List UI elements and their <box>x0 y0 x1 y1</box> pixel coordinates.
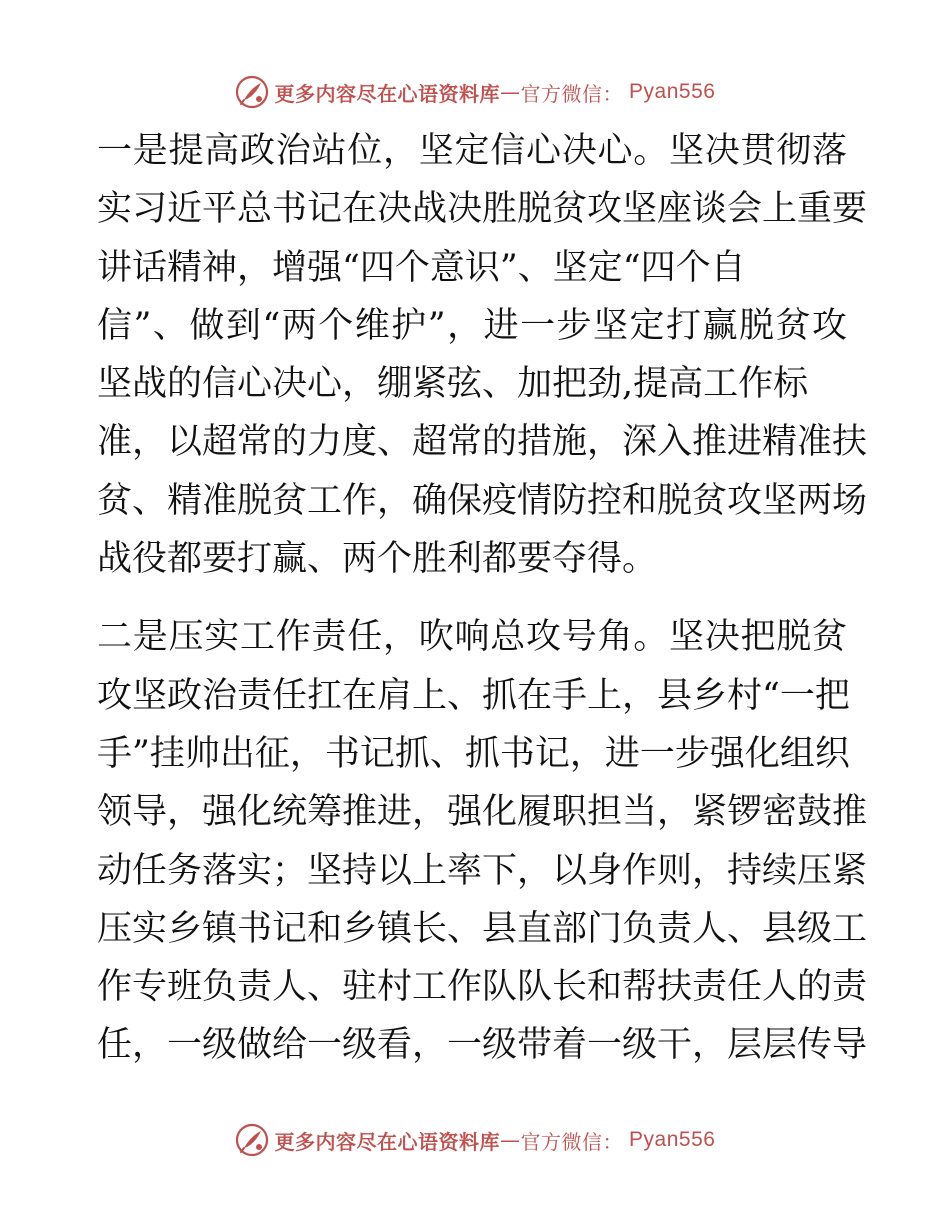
text-line: 贫、精准脱贫工作，确保疫情防控和脱贫攻坚两场 <box>97 480 868 521</box>
watermark-dash: — <box>500 1128 521 1152</box>
text-line: 任，一级做给一级看，一级带着一级干，层层传导 <box>97 1025 868 1066</box>
paragraph-1 <box>97 122 868 588</box>
text-line: 战役都要打赢、两个胜利都要夺得。 <box>97 539 658 580</box>
text-line: 一是提高政治站位，坚定信心决心。坚决贯彻落 <box>97 131 847 171</box>
text-line: 准，以超常的力度、超常的措施，深入推进精准扶 <box>97 422 868 463</box>
text-line: 坚战的信心决心，绷紧弦、加把劲,提高工作标 <box>97 364 809 405</box>
watermark-dash: — <box>500 80 521 104</box>
watermark-wechat-label: 官方微信： <box>520 1129 624 1154</box>
watermark-title: 更多内容尽在心语资料库 <box>274 1129 501 1154</box>
text-line: 二是压实工作责任，吹响总攻号角。坚决把脱贫 <box>97 617 847 658</box>
text-line: 作专班负责人、驻村工作队队长和帮扶责任人的责 <box>97 967 868 1008</box>
text-line: 压实乡镇书记和乡镇长、县直部门负责人、县级工 <box>97 908 868 949</box>
header-watermark <box>0 72 950 112</box>
document-body <box>97 122 868 1075</box>
text-line: 领导，强化统筹推进，强化履职担当，紧锣密鼓推 <box>97 792 868 833</box>
text-line: 信”、做到“两个维护”，进一步坚定打赢脱贫攻 <box>97 305 847 346</box>
watermark-wechat-label: 官方微信： <box>520 81 624 106</box>
text-line: 动任务落实；坚持以上率下，以身作则，持续压紧 <box>97 850 868 891</box>
watermark-title: 更多内容尽在心语资料库 <box>274 81 501 106</box>
quill-logo-icon <box>235 75 269 109</box>
text-line: 讲话精神，增强“四个意识”、坚定“四个自 <box>97 247 746 288</box>
text-line: 攻坚政治责任扛在肩上、抓在手上，县乡村“一把 <box>97 675 850 716</box>
watermark-wechat-id: Pyan556 <box>629 1128 716 1151</box>
text-line: 手”挂帅出征，书记抓、抓书记，进一步强化组织 <box>97 733 850 774</box>
quill-logo-icon <box>235 1123 269 1157</box>
footer-watermark <box>0 1120 950 1160</box>
watermark-wechat-id: Pyan556 <box>629 80 716 103</box>
paragraph-2 <box>97 608 868 1074</box>
text-line: 实习近平总书记在决战决胜脱贫攻坚座谈会上重要 <box>97 189 868 230</box>
